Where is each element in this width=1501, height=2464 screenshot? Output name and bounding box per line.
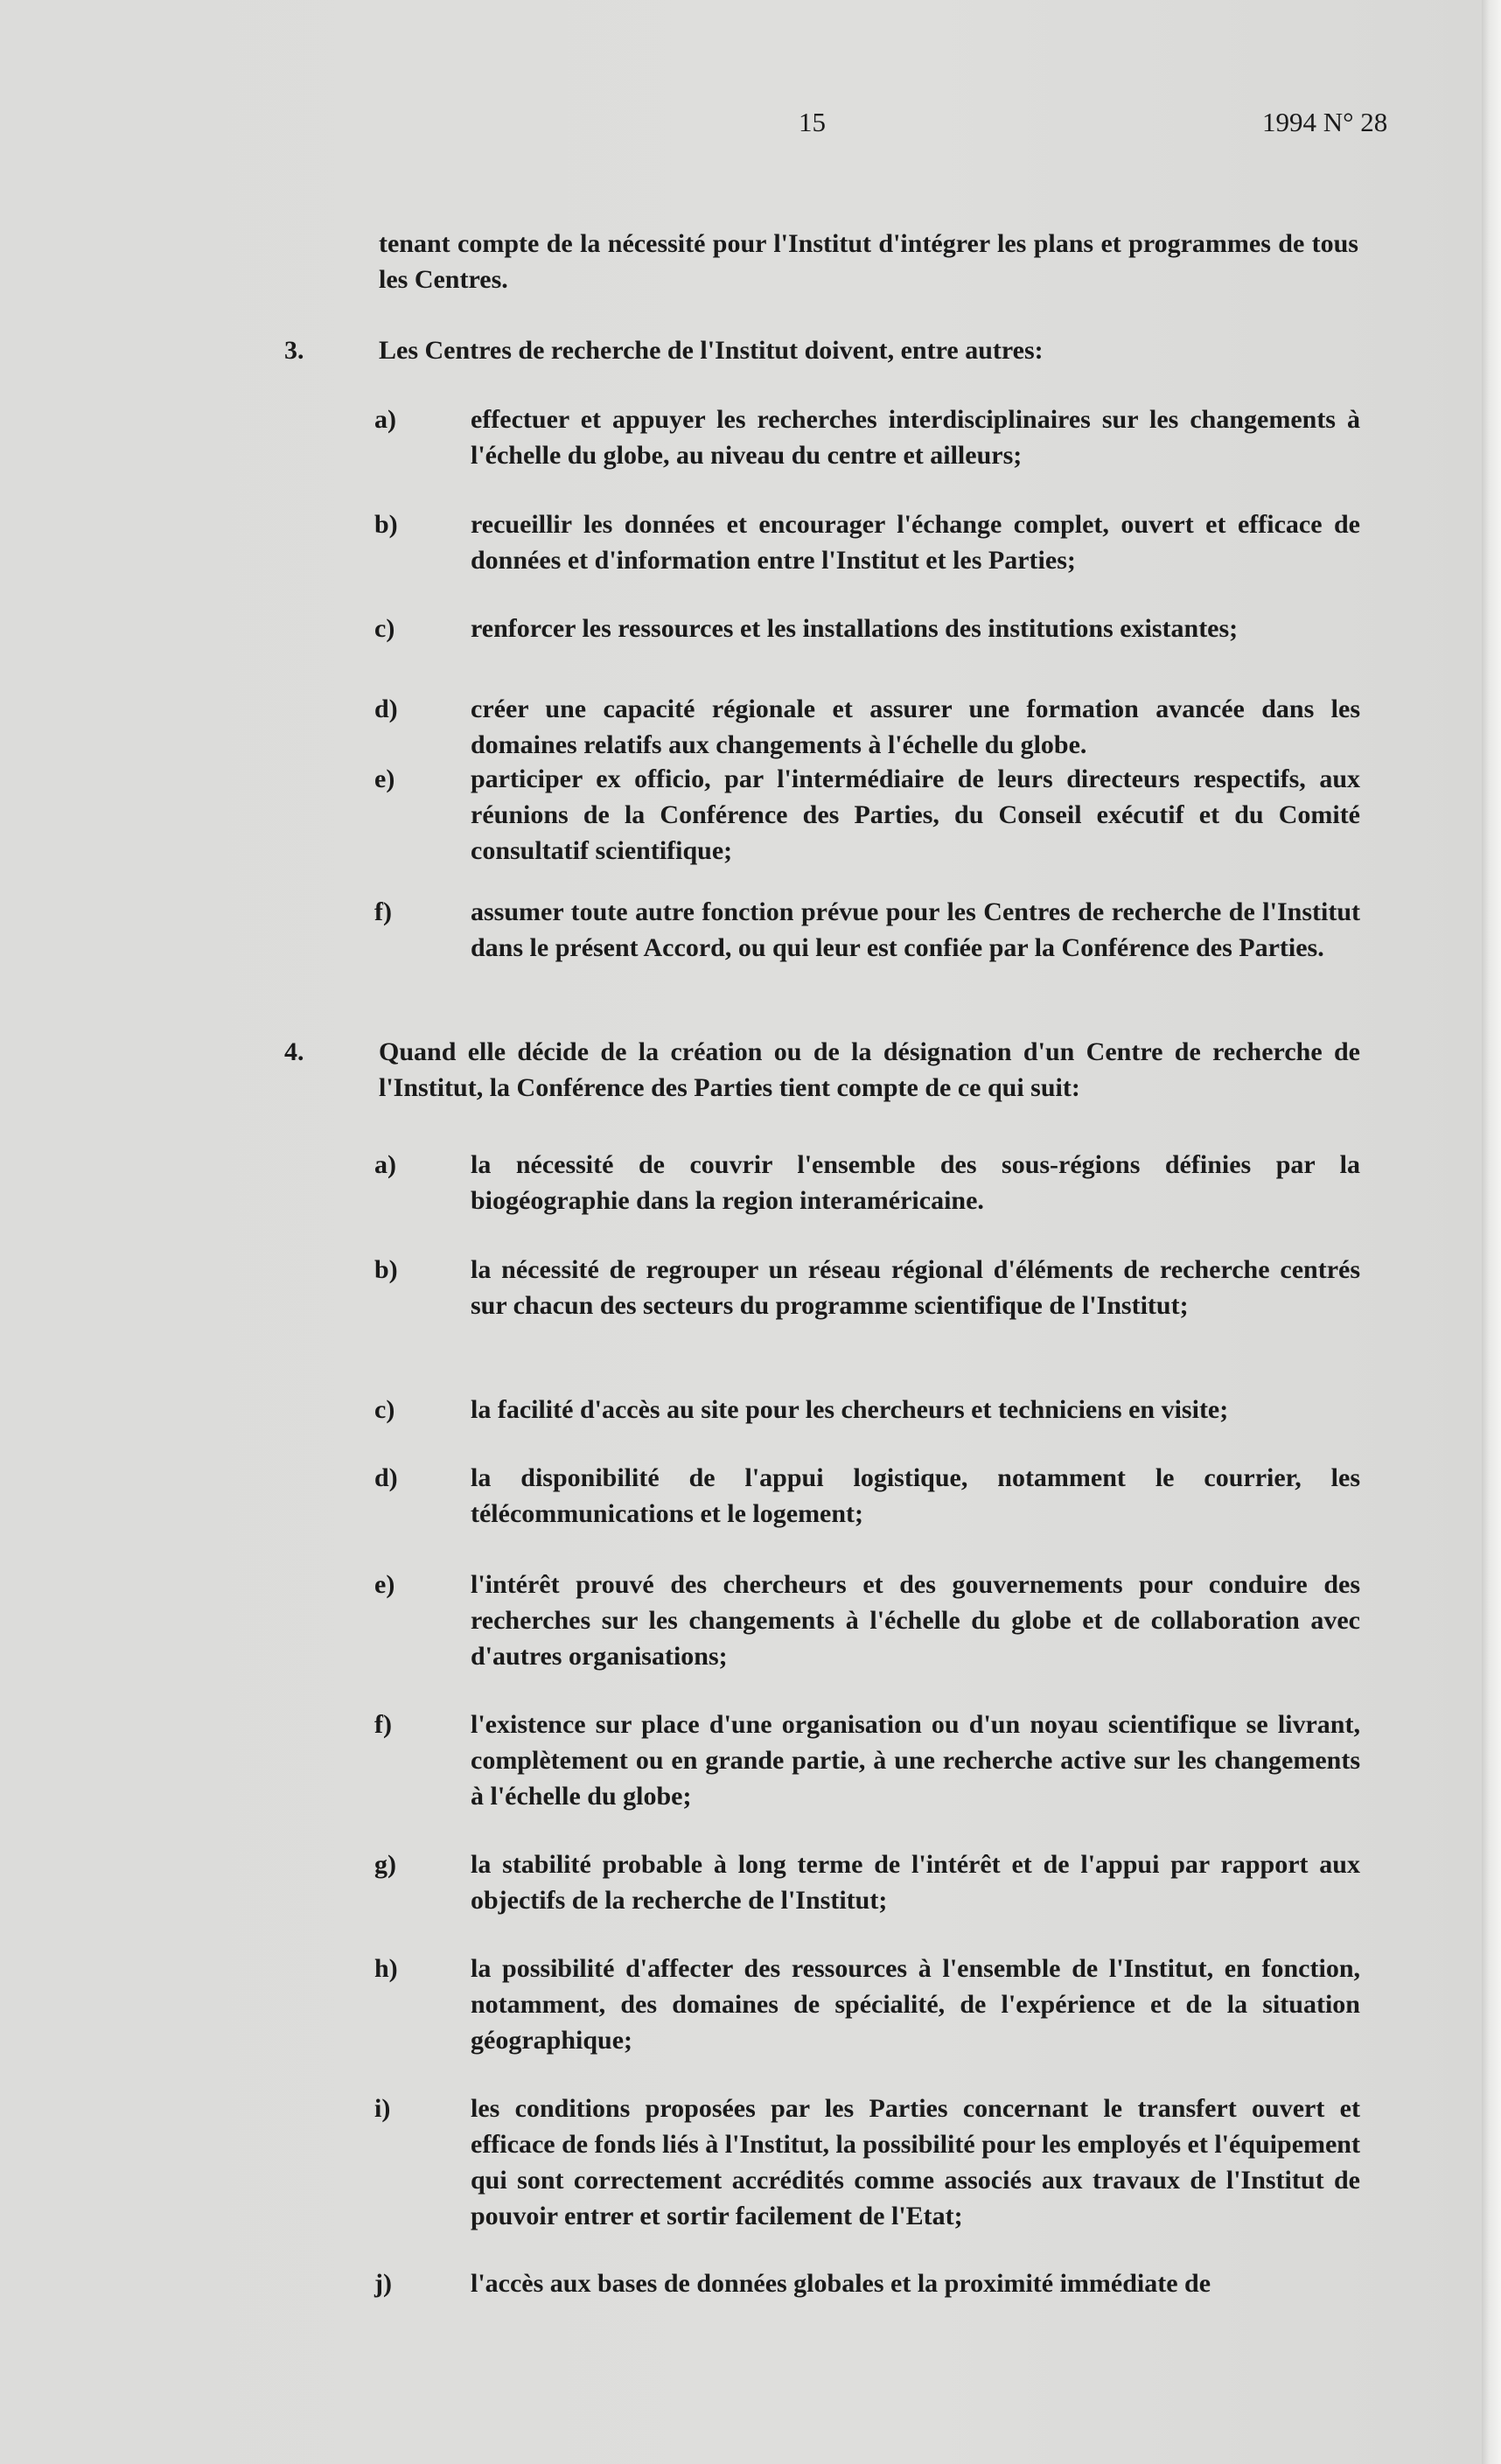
item-text: effectuer et appuyer les recherches interdisciplinaires sur les changements à l'échelle du globe, au niveau du centre et ailleurs; [471, 405, 1360, 470]
item-label: a) [374, 405, 396, 434]
item-label: f) [374, 897, 392, 926]
item-label: e) [374, 764, 395, 793]
lead-paragraph: tenant compte de la nécessité pour l'Institut d'intégrer les plans et programmes de tous les Centres. [379, 229, 1358, 294]
item-label: h) [374, 1954, 398, 1983]
page-edge [1482, 0, 1501, 2464]
item-text: participer ex officio, par l'intermédiaire de leurs directeurs respectifs, aux réunions de la Conférence des Parties, du Conseil exécutif et du Comité consultatif scientifique; [471, 764, 1360, 865]
page-number: 15 [799, 107, 826, 137]
item-label: e) [374, 1570, 395, 1599]
item-text: la stabilité probable à long terme de l'intérêt et de l'appui par rapport aux objectifs de la recherche de l'Institut; [471, 1850, 1360, 1915]
item-text: la possibilité d'affecter des ressources à l'ensemble de l'Institut, en fonction, notamment, des domaines de spécialité, de l'expérience et de la situation géographique; [471, 1954, 1360, 2055]
item-label: b) [374, 1255, 398, 1284]
item-text: l'existence sur place d'une organisation ou d'un noyau scientifique se livrant, complètement ou en grande partie, à une recherche active sur les changements à l'échelle du globe; [471, 1710, 1360, 1811]
item-label: i) [374, 2094, 391, 2123]
item-label: d) [374, 1463, 398, 1492]
item-label: f) [374, 1710, 392, 1739]
item-label: d) [374, 695, 398, 723]
item-text: la nécessité de couvrir l'ensemble des sous-régions définies par la biogéographie dans la region interaméricaine. [471, 1150, 1360, 1215]
item-text: l'intérêt prouvé des chercheurs et des gouvernements pour conduire des recherches sur les changements à l'échelle du globe et de collaboration avec d'autres organisations; [471, 1570, 1360, 1671]
item-label: a) [374, 1150, 396, 1179]
section-number: 3. [284, 336, 304, 365]
item-label: g) [374, 1850, 396, 1879]
item-text: recueillir les données et encourager l'échange complet, ouvert et efficace de données et d'information entre l'Institut et les Parties; [471, 510, 1360, 575]
section-heading: Quand elle décide de la création ou de la désignation d'un Centre de recherche de l'Institut, la Conférence des Parties tient compte de ce qui suit: [379, 1037, 1360, 1102]
document-reference: 1994 N° 28 [1262, 107, 1388, 137]
page-header [0, 107, 1501, 150]
item-label: j) [374, 2269, 392, 2298]
item-text: assumer toute autre fonction prévue pour les Centres de recherche de l'Institut dans le présent Accord, ou qui leur est confiée par la Conférence des Parties. [471, 897, 1360, 962]
item-text: créer une capacité régionale et assurer une formation avancée dans les domaines relatifs aux changements à l'échelle du globe. [471, 695, 1360, 759]
item-text: renforcer les ressources et les installations des institutions existantes; [471, 614, 1239, 643]
section-number: 4. [284, 1037, 304, 1066]
item-text: la disponibilité de l'appui logistique, notamment le courrier, les télécommunications et le logement; [471, 1463, 1360, 1528]
item-text: la nécessité de regrouper un réseau régional d'éléments de recherche centrés sur chacun des secteurs du programme scientifique de l'Institut; [471, 1255, 1360, 1320]
item-label: b) [374, 510, 398, 539]
item-text: l'accès aux bases de données globales et la proximité immédiate de [471, 2269, 1211, 2298]
item-text: la facilité d'accès au site pour les chercheurs et techniciens en visite; [471, 1395, 1229, 1424]
section-heading: Les Centres de recherche de l'Institut doivent, entre autres: [379, 336, 1044, 365]
item-label: c) [374, 1395, 395, 1424]
item-label: c) [374, 614, 395, 643]
item-text: les conditions proposées par les Parties concernant le transfert ouvert et efficace de fonds liés à l'Institut, la possibilité pour les employés et l'équipement qui sont correctement accrédités comme associés aux travaux de l'Institut de pouvoir entrer et sortir facilement de l'Etat; [471, 2094, 1360, 2230]
